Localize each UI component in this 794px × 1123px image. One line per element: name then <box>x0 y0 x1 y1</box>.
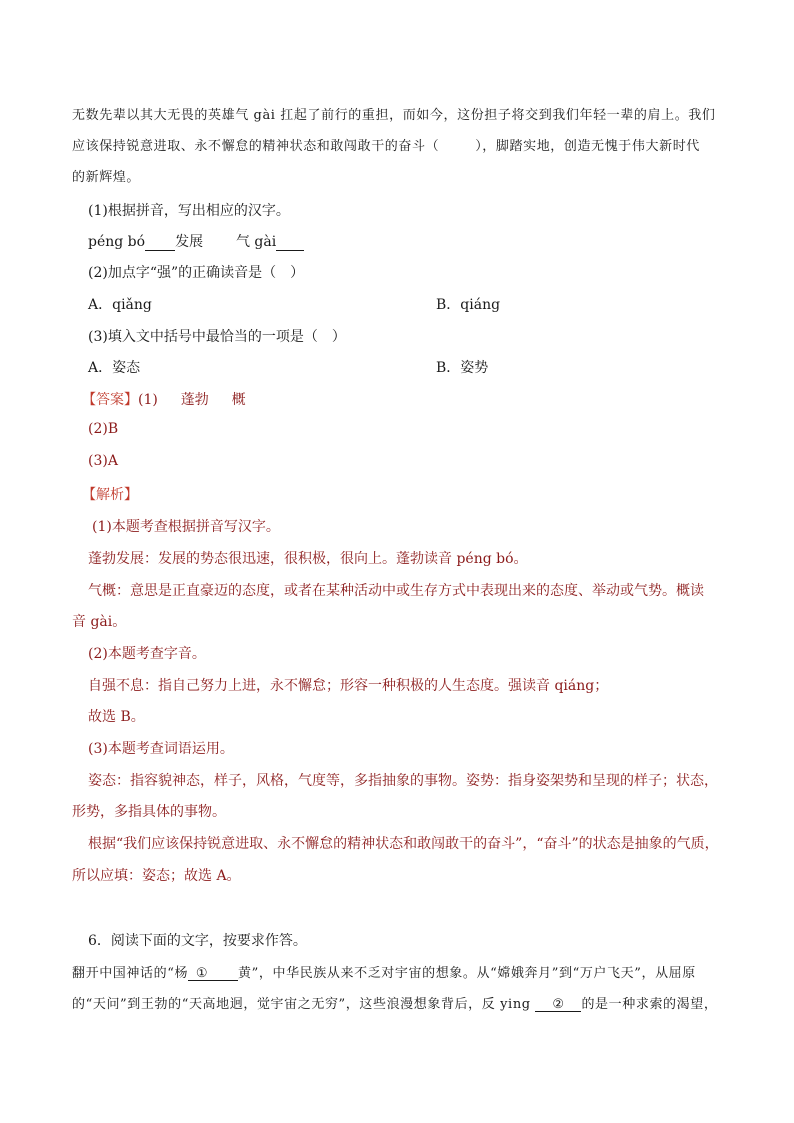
option-a: A．姿态 <box>88 360 141 376</box>
question-3-options <box>88 357 740 377</box>
blank-1 <box>145 236 175 251</box>
analysis-para: 形势，多指具体的事物。 <box>72 804 226 820</box>
passage-text: 黄”，中华民族从来不乏对宇宙的想象。从“嫦娥奔月”到“万户飞天”，从屈原 <box>238 966 696 981</box>
analysis-para: (1)本题考查根据拼音写汉字。 <box>92 519 280 535</box>
pinyin-2: 气 gài <box>235 234 277 250</box>
numbered-blank-1: ① <box>188 966 216 981</box>
answer-label: 【答案】 <box>82 392 138 408</box>
analysis-para: 蓬勃发展：发展的势态很迅速，很积极，很向上。蓬勃读音 péng bó。 <box>88 551 528 567</box>
passage-line <box>72 166 724 185</box>
passage-line <box>72 962 724 981</box>
blank-2 <box>276 236 304 251</box>
passage-text: 应该保持锐意进取、永不懈怠的精神状态和敢闯敢干的奋斗（ <box>72 139 440 154</box>
passage-text: 翻开中国神话的“杨 <box>72 966 189 981</box>
option-b: B．姿势 <box>436 360 489 376</box>
answer-line-3: (3)A <box>88 453 118 469</box>
question-1-stem: (1)根据拼音，写出相应的汉字。 <box>88 203 290 219</box>
answer-number: (1) <box>138 392 158 408</box>
passage-line <box>72 993 724 1012</box>
passage-text: 的新辉煌。 <box>72 170 141 185</box>
blank-line <box>216 966 238 981</box>
answer-line-1 <box>82 389 734 409</box>
analysis-para: (2)本题考查字音。 <box>88 646 206 662</box>
analysis-para: 故选 B。 <box>88 709 145 725</box>
question-6-title: 6．阅读下面的文字，按要求作答。 <box>88 933 307 949</box>
passage-text: 的“天问”到王勃的“天高地迥，觉宇宙之无穷”，这些浪漫想象背后，反 ying <box>72 997 531 1012</box>
numbered-blank-2: ② <box>535 997 581 1012</box>
passage-text: 的是一种求索的渴望， <box>581 997 718 1012</box>
analysis-para: 气概：意思是正直豪迈的态度，或者在某种活动中或生存方式中表现出来的态度、举动或气势。概读 <box>88 583 704 599</box>
analysis-para: 自强不息：指自己努力上进，永不懈怠；形容一种积极的人生态度。强读音 qiáng； <box>88 678 609 694</box>
analysis-para: (3)本题考查词语运用。 <box>88 741 234 757</box>
answer-line-2: (2)B <box>88 421 119 437</box>
analysis-para: 所以应填：姿态；故选 A。 <box>72 868 241 884</box>
word-after-blank: 发展 <box>175 234 204 250</box>
answer-blank-paren <box>439 139 475 154</box>
option-a: A．qiǎng <box>88 297 152 313</box>
option-b: B．qiáng <box>436 297 501 313</box>
answer-word-1: 蓬勃 <box>180 392 209 408</box>
question-3-stem: (3)填入文中括号中最恰当的一项是（ ） <box>88 329 346 345</box>
pinyin-1: péng bó <box>88 234 146 250</box>
passage-line <box>72 104 724 123</box>
passage-text: ），脚踏实地，创造无愧于伟大新时代 <box>475 139 700 154</box>
question-1-blanks <box>88 231 740 251</box>
passage-text: 无数先辈以其大无畏的英雄气 gài 扛起了前行的重担，而如今，这份担子将交到我们年轻一辈的肩上。我们 <box>72 108 716 123</box>
question-2-options <box>88 294 740 314</box>
passage-line <box>72 135 724 154</box>
analysis-para: 姿态：指容貌神态，样子，风格，气度等，多指抽象的事物。姿势：指身姿架势和呈现的样子；状态， <box>88 773 718 789</box>
analysis-para: 音 gài。 <box>72 614 127 630</box>
analysis-para: 根据“我们应该保持锐意进取、永不懈怠的精神状态和敢闯敢干的奋斗”，“奋斗”的状态是抽象的气质， <box>88 836 719 852</box>
analysis-label: 【解析】 <box>82 487 138 503</box>
answer-word-2: 概 <box>231 392 246 408</box>
question-2-stem: (2)加点字“强”的正确读音是（ ） <box>88 265 305 281</box>
